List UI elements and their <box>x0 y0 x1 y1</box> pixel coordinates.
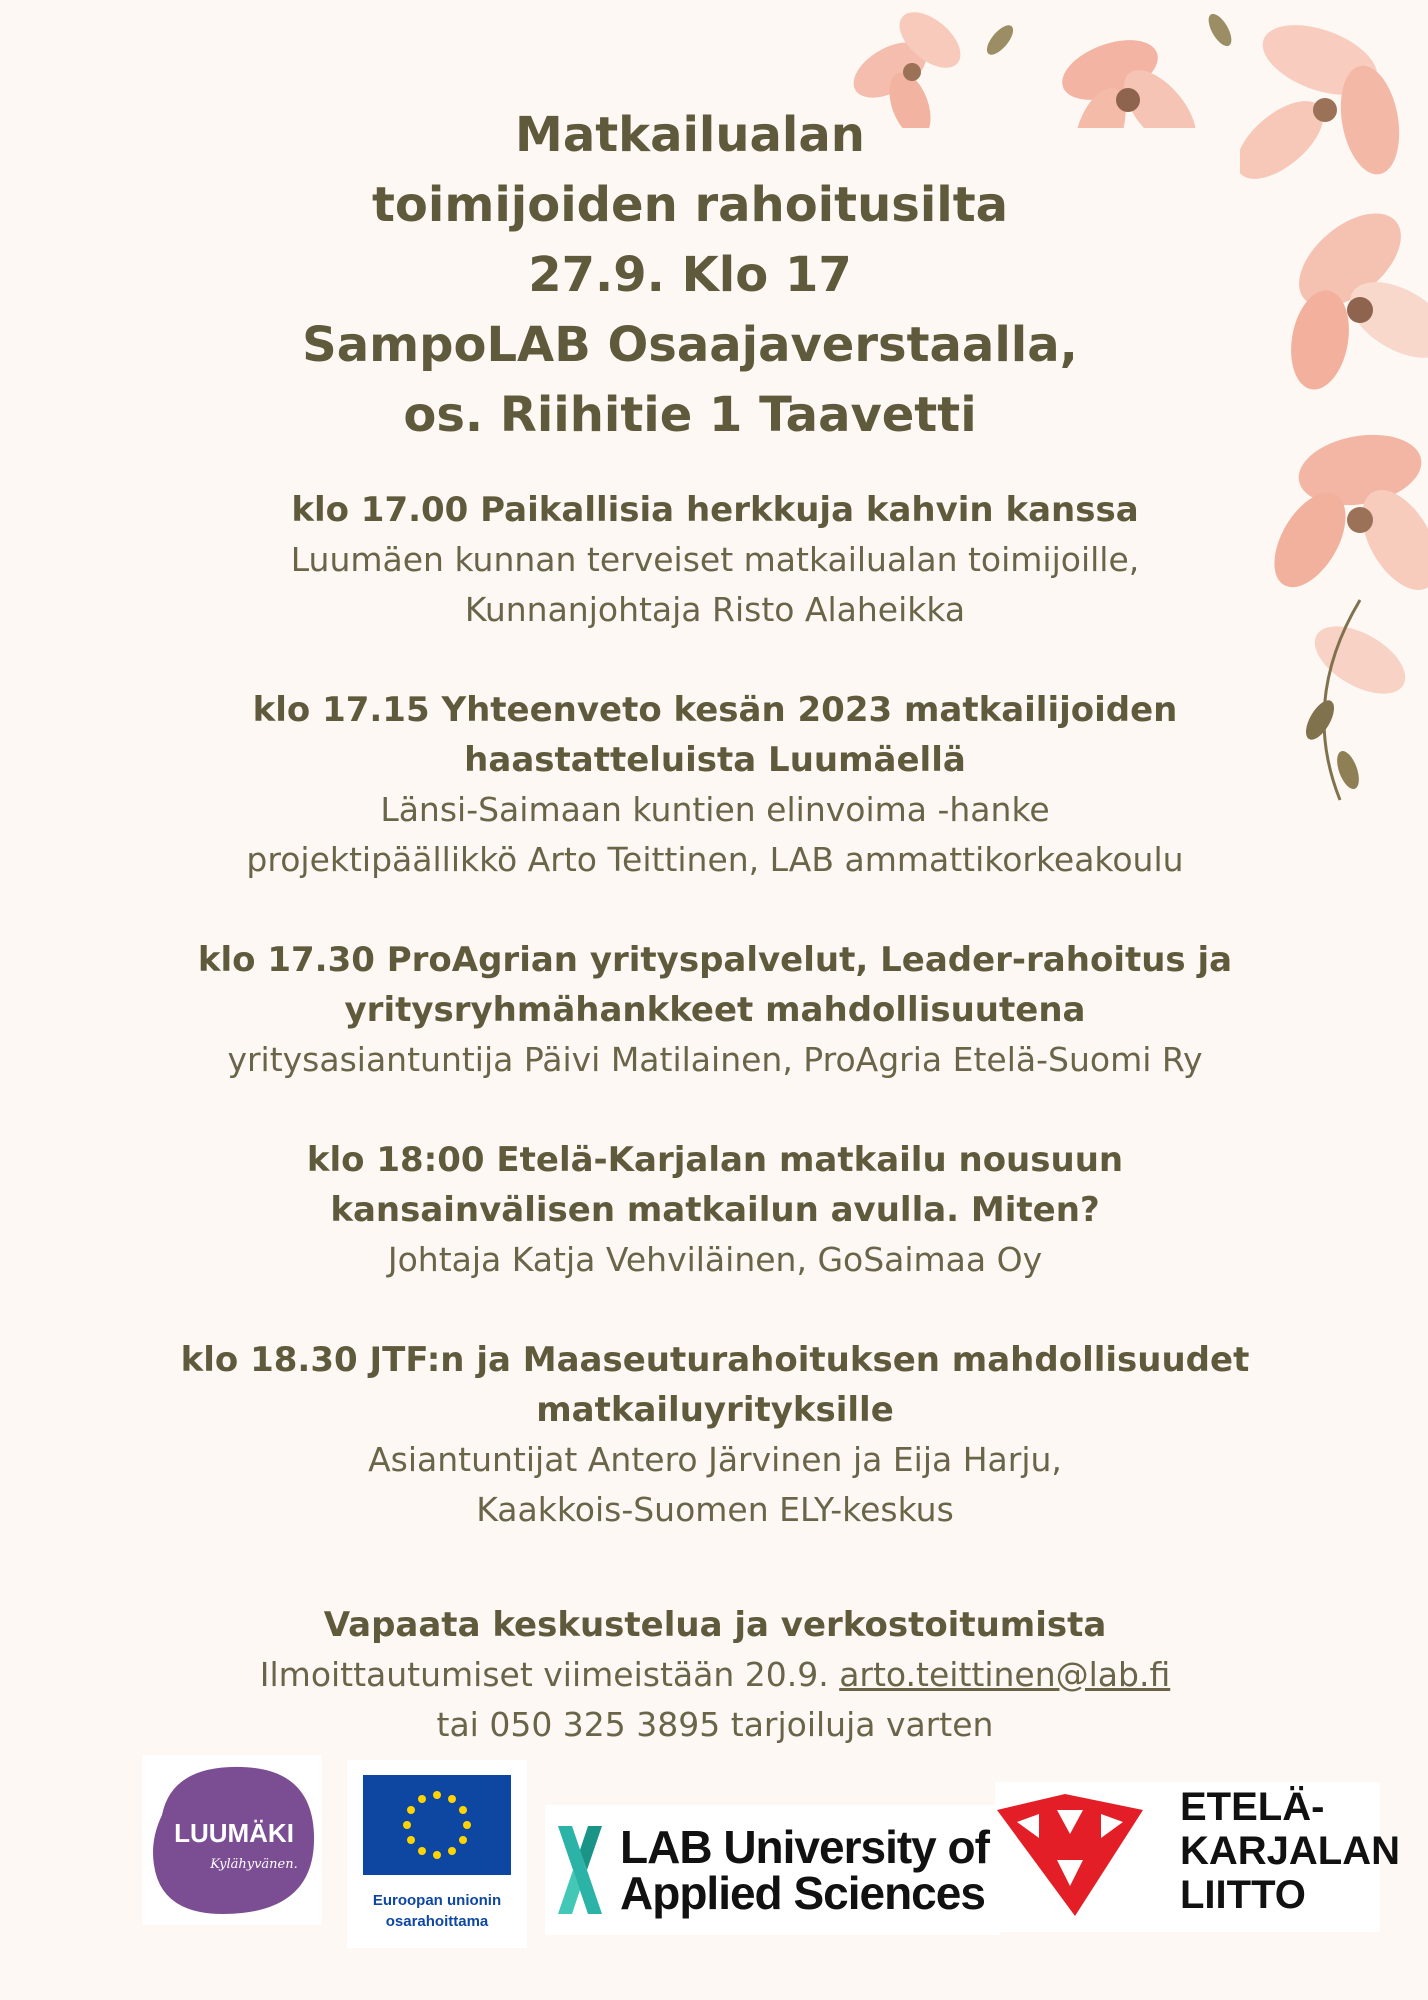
luumaki-logo <box>142 1755 322 1925</box>
ek-red-emblem-icon <box>995 1790 1145 1920</box>
agenda-heading: klo 17.00 Paikallisia herkkuja kahvin kanssa <box>291 490 1139 530</box>
eu-flag-icon <box>347 1760 527 1948</box>
agenda-detail: Johtaja Katja Vehviläinen, GoSaimaa Oy <box>387 1240 1043 1279</box>
agenda-detail: Luumäen kunnan terveiset matkailualan toimijoille, <box>290 540 1140 579</box>
luumaki-tagline: Kylähyvänen. <box>210 1857 298 1872</box>
agenda-heading: kansainvälisen matkailun avulla. Miten? <box>330 1190 1100 1230</box>
title-line-1: Matkailualan <box>515 107 865 163</box>
agenda <box>150 485 1280 1585</box>
agenda-detail: Länsi-Saimaan kuntien elinvoima -hanke <box>380 790 1050 829</box>
networking-heading: Vapaata keskustelua ja verkostoitumista <box>323 1605 1107 1645</box>
title-line-3: 27.9. Klo 17 <box>528 247 852 303</box>
eu-line-1: Euroopan unionin <box>372 1892 502 1909</box>
luumaki-blob-icon <box>142 1755 322 1925</box>
registration-footer <box>150 1600 1280 1750</box>
luumaki-name: LUUMÄKI <box>174 1818 294 1848</box>
agenda-item <box>150 485 1280 635</box>
title-line-5: os. Riihitie 1 Taavetti <box>403 387 977 443</box>
agenda-heading: klo 18.30 JTF:n ja Maaseuturahoituksen mahdollisuudet <box>180 1340 1250 1380</box>
ek-line-1: ETELÄ- <box>1180 1785 1325 1829</box>
eu-line-2: osarahoittama <box>385 1913 489 1930</box>
etela-karjalan-liitto-logo <box>995 1782 1400 1932</box>
agenda-heading: klo 18:00 Etelä-Karjalan matkailu nousuun <box>306 1140 1124 1180</box>
lab-line-2: Applied Sciences <box>620 1867 985 1919</box>
email-link[interactable]: arto.teittinen@lab.fi <box>839 1655 1171 1694</box>
agenda-detail: projektipäällikkö Arto Teittinen, LAB ammattikorkeakoulu <box>246 840 1184 879</box>
agenda-heading: klo 17.30 ProAgrian yrityspalvelut, Leader-rahoitus ja <box>197 940 1233 980</box>
agenda-item <box>150 1335 1280 1535</box>
sponsor-logos <box>0 1750 1428 2000</box>
ek-line-2: KARJALAN <box>1180 1829 1400 1873</box>
registration-text: Ilmoittautumiset viimeistään 20.9. <box>259 1655 840 1694</box>
event-title <box>230 100 1150 450</box>
eu-cofunding-logo <box>347 1760 527 1948</box>
agenda-detail: yritysasiantuntija Päivi Matilainen, ProAgria Etelä-Suomi Ry <box>227 1040 1203 1079</box>
agenda-heading: yritysryhmähankkeet mahdollisuutena <box>344 990 1086 1030</box>
agenda-detail: Asiantuntijat Antero Järvinen ja Eija Harju, <box>368 1440 1062 1479</box>
agenda-item <box>150 685 1280 885</box>
agenda-heading: klo 17.15 Yhteenveto kesän 2023 matkailijoiden <box>252 690 1178 730</box>
agenda-item <box>150 1135 1280 1285</box>
agenda-detail: Kunnanjohtaja Risto Alaheikka <box>464 590 966 629</box>
lab-x-mark-icon <box>550 1820 610 1920</box>
lab-line-1: LAB University of <box>620 1821 989 1873</box>
agenda-item <box>150 935 1280 1085</box>
title-line-4: SampoLAB Osaajaverstaalla, <box>302 317 1078 373</box>
registration-line <box>150 1650 1280 1700</box>
agenda-detail: Kaakkois-Suomen ELY-keskus <box>476 1490 954 1529</box>
phone-line: tai 050 325 3895 tarjoiluja varten <box>436 1705 994 1744</box>
ek-line-3: LIITTO <box>1180 1873 1306 1917</box>
agenda-heading: haastatteluista Luumäellä <box>464 740 966 780</box>
lab-university-logo <box>545 1805 1000 1935</box>
title-line-2: toimijoiden rahoitusilta <box>371 177 1009 233</box>
agenda-heading: matkailuyrityksille <box>536 1390 894 1430</box>
